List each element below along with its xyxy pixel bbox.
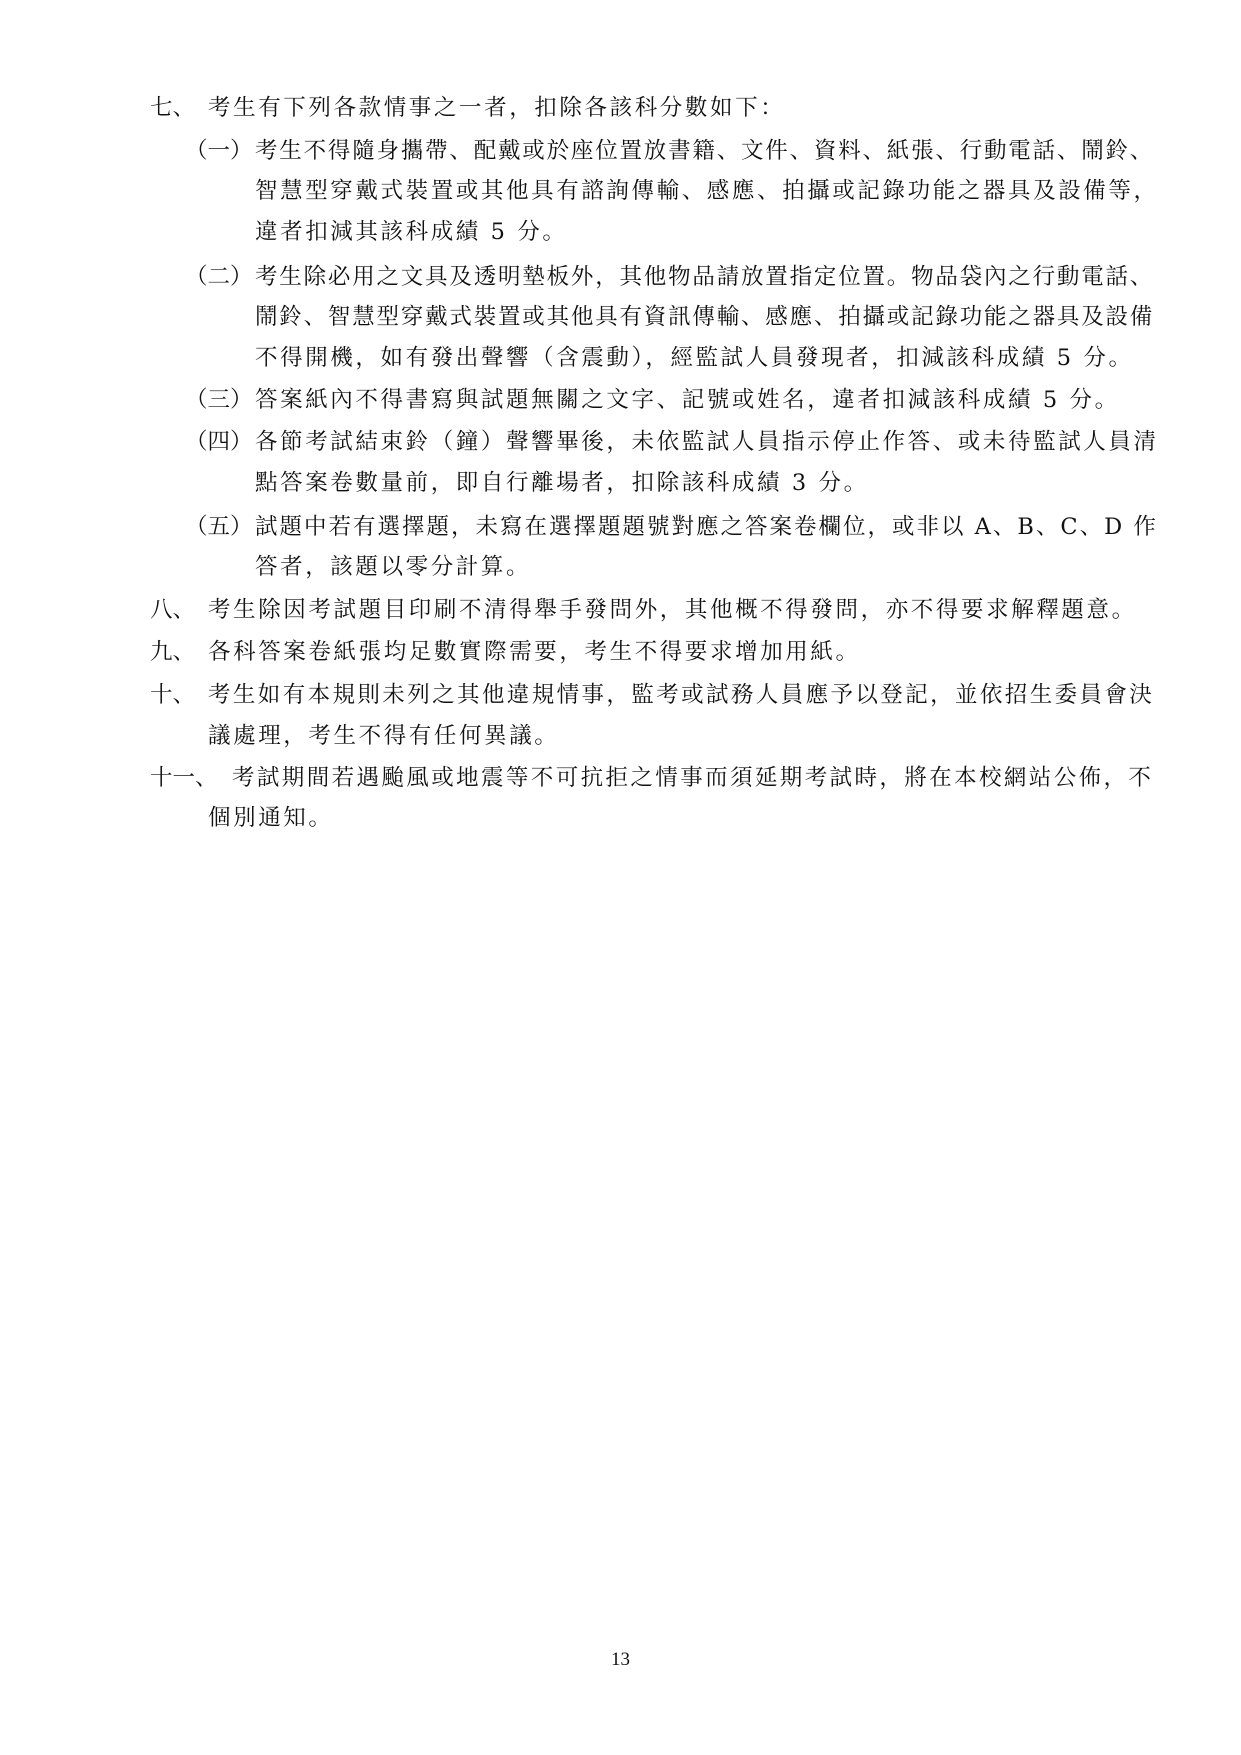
item-text: 各節考試結束鈴（鐘）聲響畢後，未依監試人員指示停止作答、或未待監試人員清 — [255, 429, 1159, 455]
item-number: （二） — [185, 264, 253, 290]
section-number: 九、 — [150, 639, 196, 665]
section-text: 議處理，考生不得有任何異議。 — [208, 723, 560, 749]
item-text: 考生除必用之文具及透明墊板外，其他物品請放置指定位置。物品袋內之行動電話、 — [255, 264, 1155, 290]
section-text: 各科答案卷紙張均足數實際需要，考生不得要求增加用紙。 — [208, 639, 861, 665]
item-number: （一） — [185, 138, 253, 164]
item-number: （四） — [185, 429, 253, 455]
item-number: （三） — [185, 387, 253, 413]
item-text: 答案紙內不得書寫與試題無關之文字、記號或姓名，違者扣減該科成績 5 分。 — [255, 387, 1120, 413]
item-text: 考生不得隨身攜帶、配戴或於座位置放書籍、文件、資料、紙張、行動電話、鬧鈴、 — [255, 138, 1155, 164]
item-text: 點答案卷數量前，即自行離場者，扣除該科成績 3 分。 — [255, 470, 869, 496]
section-text: 考生如有本規則未列之其他違規情事，監考或試務人員應予以登記，並依招生委員會決 — [208, 682, 1155, 708]
section-number: 八、 — [150, 597, 196, 623]
item-text: 試題中若有選擇題，未寫在選擇題題號對應之答案卷欄位，或非以 A、B、C、D 作 — [255, 514, 1158, 540]
page-number: 13 — [611, 1649, 630, 1670]
item-text: 答者，該題以零分計算。 — [255, 554, 532, 580]
section-text: 考生除因考試題目印刷不清得舉手發問外，其他概不得發問，亦不得要求解釋題意。 — [208, 597, 1137, 623]
item-number: （五） — [185, 514, 253, 540]
item-text: 鬧鈴、智慧型穿戴式裝置或其他具有資訊傳輸、感應、拍攝或記錄功能之器具及設備 — [255, 304, 1155, 330]
section-number: 十、 — [150, 682, 196, 708]
section-number: 十一、 — [150, 765, 218, 791]
section-text: 考生有下列各款情事之一者，扣除各該科分數如下： — [208, 95, 786, 121]
item-text: 違者扣減其該科成績 5 分。 — [255, 219, 568, 245]
section-text: 個別通知。 — [208, 805, 334, 831]
section-number: 七、 — [150, 95, 196, 121]
item-text: 不得開機，如有發出聲響（含震動），經監試人員發現者，扣減該科成績 5 分。 — [255, 345, 1134, 371]
section-text: 考試期間若遇颱風或地震等不可抗拒之情事而須延期考試時，將在本校網站公佈，不 — [232, 765, 1154, 791]
item-text: 智慧型穿戴式裝置或其他具有諮詢傳輸、感應、拍攝或記錄功能之器具及設備等， — [255, 178, 1159, 204]
